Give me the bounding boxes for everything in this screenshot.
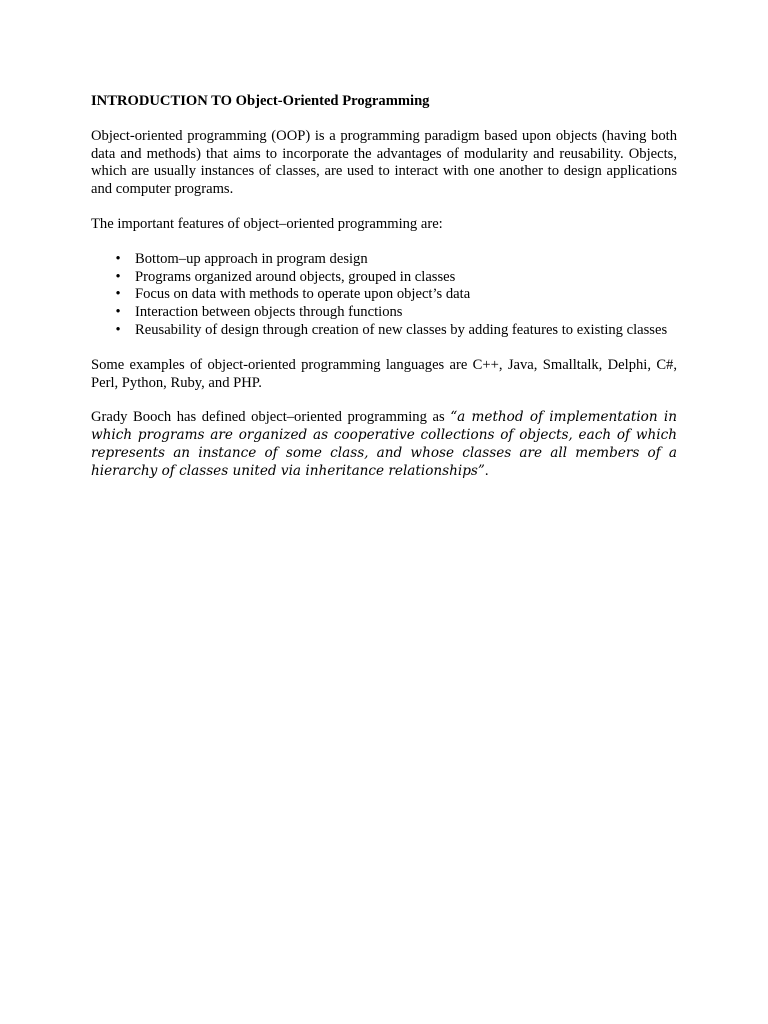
features-list	[91, 251, 677, 340]
list-item-text: Bottom–up approach in program design	[135, 250, 368, 267]
booch-paragraph	[91, 409, 677, 480]
bullet-icon: •	[115, 286, 121, 303]
booch-lead-text: Grady Booch has defined object–oriented programming as	[91, 409, 451, 426]
list-item	[91, 269, 677, 287]
bullet-icon: •	[115, 304, 121, 321]
features-intro: The important features of object–oriented programming are:	[91, 215, 443, 232]
bullet-icon: •	[115, 268, 121, 285]
examples-paragraph: Some examples of object-oriented programming languages are C++, Java, Smalltalk, Delphi, C#, Perl, Python, Ruby, and PHP.	[91, 356, 677, 391]
list-item-text: Reusability of design through creation of new classes by adding features to existing classes	[135, 321, 668, 338]
list-item-text: Focus on data with methods to operate upon object’s data	[135, 286, 471, 303]
list-item-text: Programs organized around objects, grouped in classes	[135, 268, 456, 285]
document-title: INTRODUCTION TO Object-Oriented Programming	[91, 93, 430, 109]
list-item	[91, 251, 677, 269]
list-item	[91, 322, 677, 340]
booch-quote: “a method of implementation in which programs are organized as cooperative collections of objects, each of which represents an instance of some class, and whose classes are all members of a hierarchy of classes united via inheritance relationships”	[91, 409, 677, 479]
booch-end-text: .	[484, 462, 489, 479]
bullet-icon: •	[115, 250, 121, 267]
list-item	[91, 286, 677, 304]
list-item	[91, 304, 677, 322]
list-item-text: Interaction between objects through functions	[135, 304, 403, 321]
intro-paragraph: Object-oriented programming (OOP) is a programming paradigm based upon objects (having both data and methods) that aims to incorporate the advantages of modularity and reusability. Objects, which are usually instances of classes, are used to interact with one another to design applications and computer programs.	[91, 127, 677, 198]
bullet-icon: •	[115, 321, 121, 338]
document-page	[91, 93, 677, 498]
